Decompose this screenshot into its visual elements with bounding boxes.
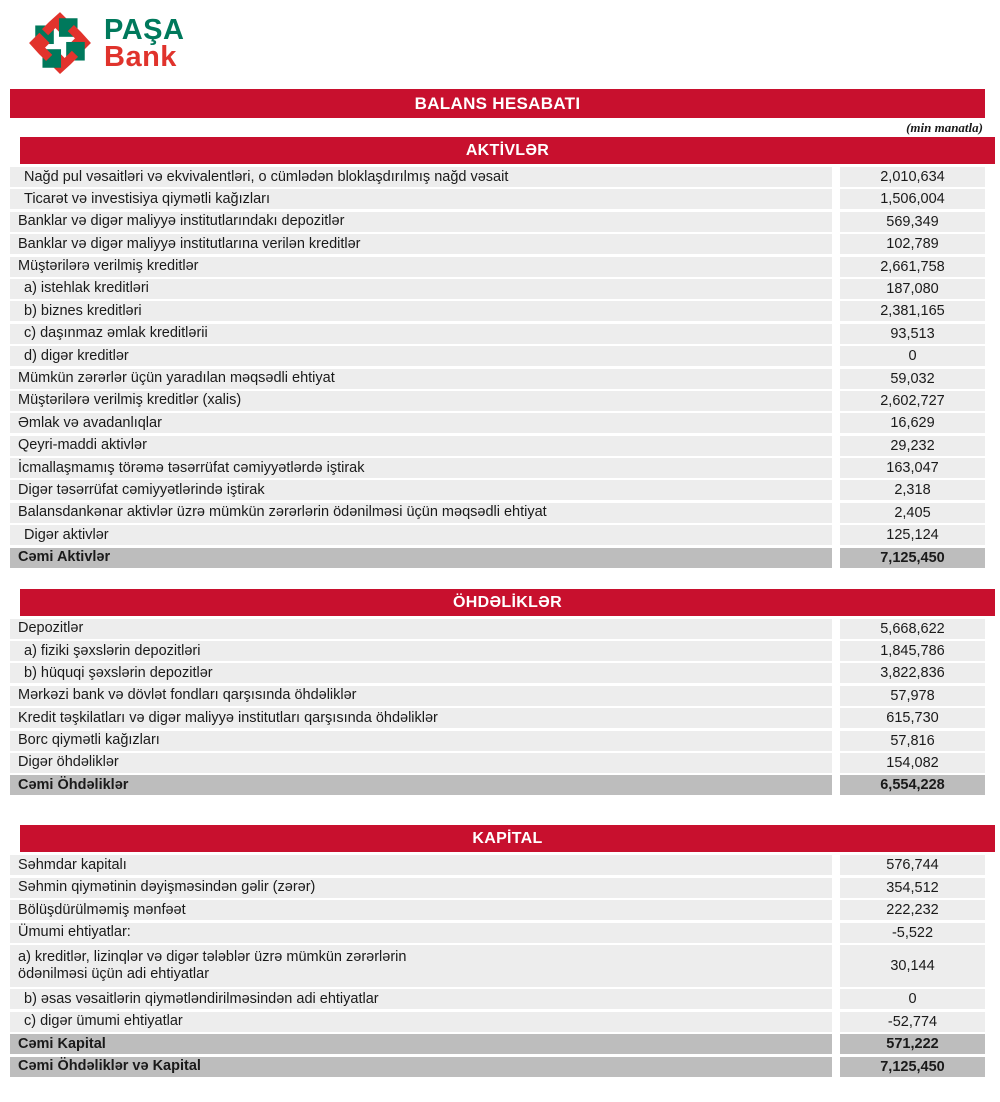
row-label: a) istehlak kreditləri (10, 279, 832, 299)
row-label: Digər təsərrüfat cəmiyyətlərində iştirak (10, 480, 832, 500)
table-row (10, 257, 985, 277)
table-row (10, 753, 985, 773)
row-value: 0 (840, 989, 985, 1009)
row-value: 2,010,634 (840, 167, 985, 187)
row-value: 30,144 (840, 945, 985, 987)
row-value: 3,822,836 (840, 663, 985, 683)
row-value: 0 (840, 346, 985, 366)
row-label: Cəmi Öhdəliklər və Kapital (10, 1057, 832, 1077)
row-value: -52,774 (840, 1012, 985, 1032)
table-row (10, 391, 985, 411)
row-label: Cəmi Kapital (10, 1034, 832, 1054)
table-row (10, 324, 985, 344)
table-row (10, 212, 985, 232)
row-label: a) fiziki şəxslərin depozitləri (10, 641, 832, 661)
row-label: Balansdankənar aktivlər üzrə mümkün zərərlərin ödənilməsi üçün məqsədli ehtiyat (10, 503, 832, 523)
table-row (10, 731, 985, 751)
table-row (10, 189, 985, 209)
section-title-band: KAPİTAL (20, 825, 995, 852)
table-row (10, 279, 985, 299)
row-label: Ticarət və investisiya qiymətli kağızları (10, 189, 832, 209)
row-value: 2,318 (840, 480, 985, 500)
row-label: Cəmi Öhdəliklər (10, 775, 832, 795)
balance-sheet-sections (0, 137, 1000, 1077)
section-title-band: ÖHDƏLİKLƏR (20, 589, 995, 616)
row-value: 6,554,228 (840, 775, 985, 795)
table-row (10, 413, 985, 433)
report-title-band: BALANS HESABATI (10, 89, 985, 118)
table-row (10, 301, 985, 321)
table-row (10, 923, 985, 943)
row-label: Mümkün zərərlər üçün yaradılan məqsədli ehtiyat (10, 369, 832, 389)
table-total-row (10, 1034, 985, 1054)
brand-name-line2: Bank (104, 41, 177, 73)
row-label: Digər aktivlər (10, 525, 832, 545)
row-label: c) daşınmaz əmlak kreditlərii (10, 324, 832, 344)
row-value: 1,506,004 (840, 189, 985, 209)
table-total-row (10, 1057, 985, 1077)
row-value: 569,349 (840, 212, 985, 232)
table-row (10, 525, 985, 545)
row-label: Banklar və digər maliyyə institutlarındakı depozitlər (10, 212, 832, 232)
row-value: 125,124 (840, 525, 985, 545)
table-row (10, 346, 985, 366)
row-value: 7,125,450 (840, 1057, 985, 1077)
row-value: 2,381,165 (840, 301, 985, 321)
row-label: Əmlak və avadanlıqlar (10, 413, 832, 433)
brand-name-line1: PAŞA (104, 14, 185, 46)
row-label: b) biznes kreditləri (10, 301, 832, 321)
row-label: Ümumi ehtiyatlar: (10, 923, 832, 943)
row-value: 2,405 (840, 503, 985, 523)
table-total-row (10, 775, 985, 795)
row-value: 187,080 (840, 279, 985, 299)
table-total-row (10, 548, 985, 568)
row-label: Depozitlər (10, 619, 832, 639)
row-label: b) əsas vəsaitlərin qiymətləndirilməsindən adi ehtiyatlar (10, 989, 832, 1009)
table-row (10, 989, 985, 1009)
row-label: Səhmin qiymətinin dəyişməsindən gəlir (zərər) (10, 878, 832, 898)
section-3 (10, 825, 985, 1076)
section-title-band: AKTİVLƏR (20, 137, 995, 164)
row-value: 2,661,758 (840, 257, 985, 277)
row-label: Bölüşdürülməmiş mənfəət (10, 900, 832, 920)
brand-header (0, 0, 1000, 80)
row-value: 7,125,450 (840, 548, 985, 568)
row-label: b) hüquqi şəxslərin depozitlər (10, 663, 832, 683)
row-value: 222,232 (840, 900, 985, 920)
row-value: 5,668,622 (840, 619, 985, 639)
row-value: 2,602,727 (840, 391, 985, 411)
section-1 (10, 137, 985, 568)
row-value: -5,522 (840, 923, 985, 943)
row-label: d) digər kreditlər (10, 346, 832, 366)
table-row (10, 369, 985, 389)
row-label: a) kreditlər, lizinqlər və digər tələblər üzrə mümkün zərərlərin ödənilməsi üçün adi ehtiyatlar (10, 945, 832, 987)
row-value: 1,845,786 (840, 641, 985, 661)
row-value: 102,789 (840, 234, 985, 254)
row-label: Banklar və digər maliyyə institutlarına verilən kreditlər (10, 234, 832, 254)
row-value: 59,032 (840, 369, 985, 389)
row-label: Səhmdar kapitalı (10, 855, 832, 875)
row-label: İcmallaşmamış törəmə təsərrüfat cəmiyyətlərdə iştirak (10, 458, 832, 478)
row-label: Müştərilərə verilmiş kreditlər (10, 257, 832, 277)
table-row (10, 945, 985, 987)
table-row (10, 458, 985, 478)
row-value: 93,513 (840, 324, 985, 344)
row-value: 354,512 (840, 878, 985, 898)
row-label: Mərkəzi bank və dövlət fondları qarşısında öhdəliklər (10, 686, 832, 706)
table-row (10, 167, 985, 187)
table-row (10, 436, 985, 456)
row-label: Müştərilərə verilmiş kreditlər (xalis) (10, 391, 832, 411)
row-label: c) digər ümumi ehtiyatlar (10, 1012, 832, 1032)
row-value: 571,222 (840, 1034, 985, 1054)
section-2 (10, 589, 985, 796)
table-row (10, 855, 985, 875)
pasha-bank-logo-icon (27, 10, 93, 76)
row-label: Borc qiymətli kağızları (10, 731, 832, 751)
table-row (10, 480, 985, 500)
table-row (10, 1012, 985, 1032)
table-row (10, 641, 985, 661)
table-row (10, 708, 985, 728)
table-row (10, 900, 985, 920)
row-value: 57,978 (840, 686, 985, 706)
table-row (10, 234, 985, 254)
table-row (10, 619, 985, 639)
row-value: 154,082 (840, 753, 985, 773)
row-value: 16,629 (840, 413, 985, 433)
row-label: Qeyri-maddi aktivlər (10, 436, 832, 456)
table-row (10, 503, 985, 523)
row-value: 163,047 (840, 458, 985, 478)
row-value: 57,816 (840, 731, 985, 751)
row-value: 615,730 (840, 708, 985, 728)
pasha-bank-wordmark (104, 10, 184, 71)
row-label: Cəmi Aktivlər (10, 548, 832, 568)
row-label: Kredit təşkilatları və digər maliyyə institutları qarşısında öhdəliklər (10, 708, 832, 728)
table-row (10, 878, 985, 898)
table-row (10, 663, 985, 683)
row-value: 576,744 (840, 855, 985, 875)
table-row (10, 686, 985, 706)
row-label: Nağd pul vəsaitləri və ekvivalentləri, o cümlədən bloklaşdırılmış nağd vəsait (10, 167, 832, 187)
row-value: 29,232 (840, 436, 985, 456)
row-label: Digər öhdəliklər (10, 753, 832, 773)
units-note: (min manatla) (906, 120, 983, 135)
